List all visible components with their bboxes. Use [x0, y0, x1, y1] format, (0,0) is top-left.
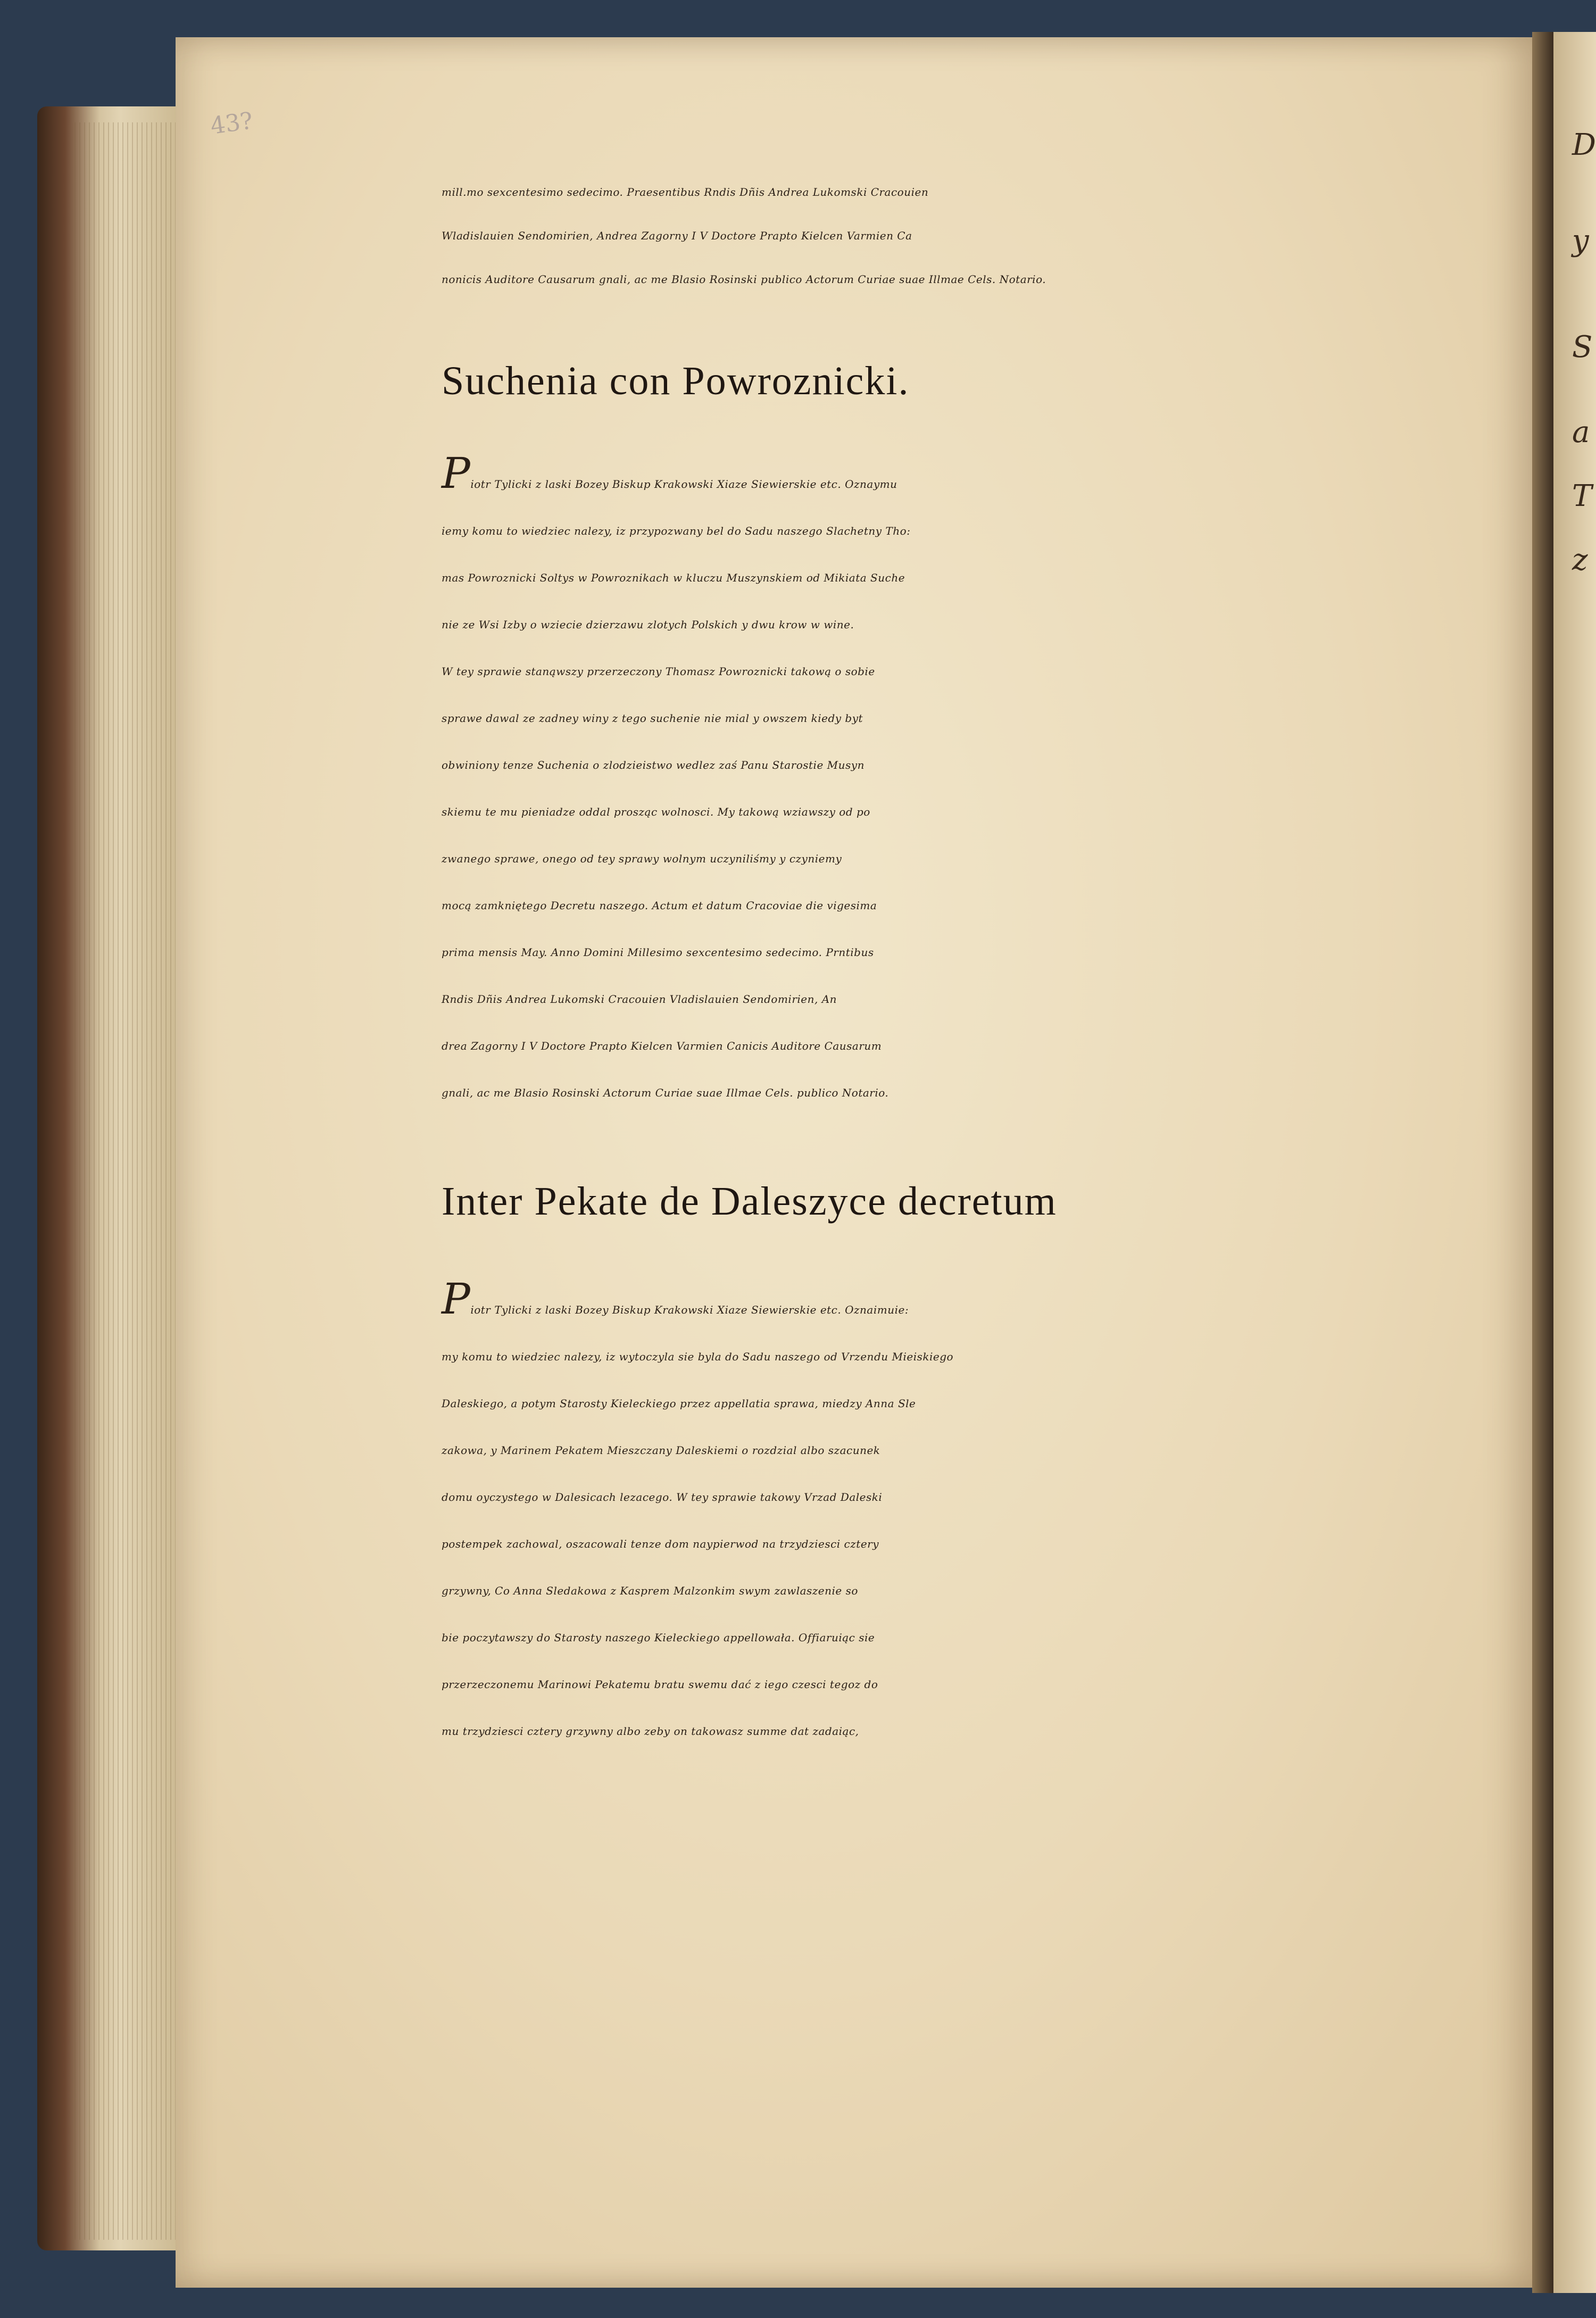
text-line: skiemu te mu pieniadze oddal prosząc wolnosci. My takową wziawszy od po [442, 805, 870, 818]
adjacent-page-letter: y [1572, 223, 1589, 258]
adjacent-page-letter: z [1572, 543, 1588, 577]
text-line: my komu to wiedziec nalezy, iz wytoczyla sie byla do Sadu naszego od Vrzendu Mieiskiego [442, 1350, 954, 1363]
adjacent-page-letter: T [1572, 479, 1592, 513]
text-line: mas Powroznicki Soltys w Powroznikach w kluczu Muszynskiem od Mikiata Suche [442, 571, 905, 584]
text-line: Piotr Tylicki z laski Bozey Biskup Krakowski Xiaze Siewierskie etc. Oznaymu [442, 448, 897, 498]
section-heading: Inter Pekate de Daleszyce decretum [442, 1179, 1057, 1224]
adjacent-page-letter: S [1572, 330, 1593, 364]
text-line: prima mensis May. Anno Domini Millesimo sexcentesimo sedecimo. Prntibus [442, 946, 874, 959]
text-line: bie poczytawszy do Starosty naszego Kieleckiego appellowała. Offiaruiąc sie [442, 1631, 875, 1644]
text-line: iemy komu to wiedziec nalezy, iz przypozwany bel do Sadu naszego Slachetny Tho: [442, 525, 911, 537]
page-gutter [1532, 32, 1553, 2293]
section-heading: Suchenia con Powroznicki. [442, 359, 910, 403]
text-line: nonicis Auditore Causarum gnali, ac me Blasio Rosinski publico Actorum Curiae suae Illmae Cels. Notario. [442, 273, 1046, 286]
text-line: Piotr Tylicki z laski Bozey Biskup Krakowski Xiaze Siewierskie etc. Oznaimuie: [442, 1274, 909, 1324]
text-line: grzywny, Co Anna Sledakowa z Kasprem Malzonkim swym zawlaszenie so [442, 1584, 858, 1597]
text-line: mocą zamkniętego Decretu naszego. Actum et datum Cracoviae die vigesima [442, 899, 877, 912]
text-line: mu trzydziesci cztery grzywny albo zeby on takowasz summe dat zadaiąc, [442, 1725, 859, 1738]
adjacent-page-strip [1553, 32, 1596, 2293]
text-line: nie ze Wsi Izby o wziecie dzierzawu zlotych Polskich y dwu krow w wine. [442, 618, 854, 631]
text-line: sprawe dawal ze zadney winy z tego suchenie nie mial y owszem kiedy byt [442, 712, 863, 725]
opening-paragraph [442, 170, 1522, 301]
folio-number: 43? [209, 107, 255, 140]
text-line: mill.mo sexcentesimo sedecimo. Praesentibus Rndis Dñis Andrea Lukomski Cracouien [442, 186, 929, 198]
adjacent-page-letter: a [1572, 415, 1590, 450]
section-body [442, 450, 1522, 1116]
text-line: domu oyczystego w Dalesicach lezacego. W tey sprawie takowy Vrzad Daleski [442, 1491, 883, 1503]
text-line: drea Zagorny I V Doctore Prapto Kielcen Varmien Canicis Auditore Causarum [442, 1040, 882, 1052]
text-line: Rndis Dñis Andrea Lukomski Cracouien Vladislauien Sendomirien, An [442, 993, 837, 1006]
text-line: Wladislauien Sendomirien, Andrea Zagorny I V Doctore Prapto Kielcen Varmien Ca [442, 229, 912, 242]
text-line: postempek zachowal, oszacowali tenze dom naypierwod na trzydziesci cztery [442, 1538, 879, 1550]
text-line: W tey sprawie stanąwszy przerzeczony Thomasz Powroznicki takową o sobie [442, 665, 875, 678]
text-line: Daleskiego, a potym Starosty Kieleckiego przez appellatia sprawa, miedzy Anna Sle [442, 1397, 916, 1410]
text-line: zwanego sprawe, onego od tey sprawy wolnym uczyniliśmy y czyniemy [442, 852, 842, 865]
section-body [442, 1276, 1522, 1755]
adjacent-page-letter: D [1572, 128, 1596, 162]
text-line: zakowa, y Marinem Pekatem Mieszczany Daleskiemi o rozdzial albo szacunek [442, 1444, 880, 1457]
manuscript-text [442, 170, 1522, 1755]
page-edges [74, 122, 186, 2240]
text-line: obwiniony tenze Suchenia o zlodzieistwo wedlez zaś Panu Starostie Musyn [442, 759, 864, 771]
text-line: gnali, ac me Blasio Rosinski Actorum Curiae suae Illmae Cels. publico Notario. [442, 1086, 889, 1099]
text-line: przerzeczonemu Marinowi Pekatemu bratu swemu dać z iego czesci tegoz do [442, 1678, 878, 1691]
